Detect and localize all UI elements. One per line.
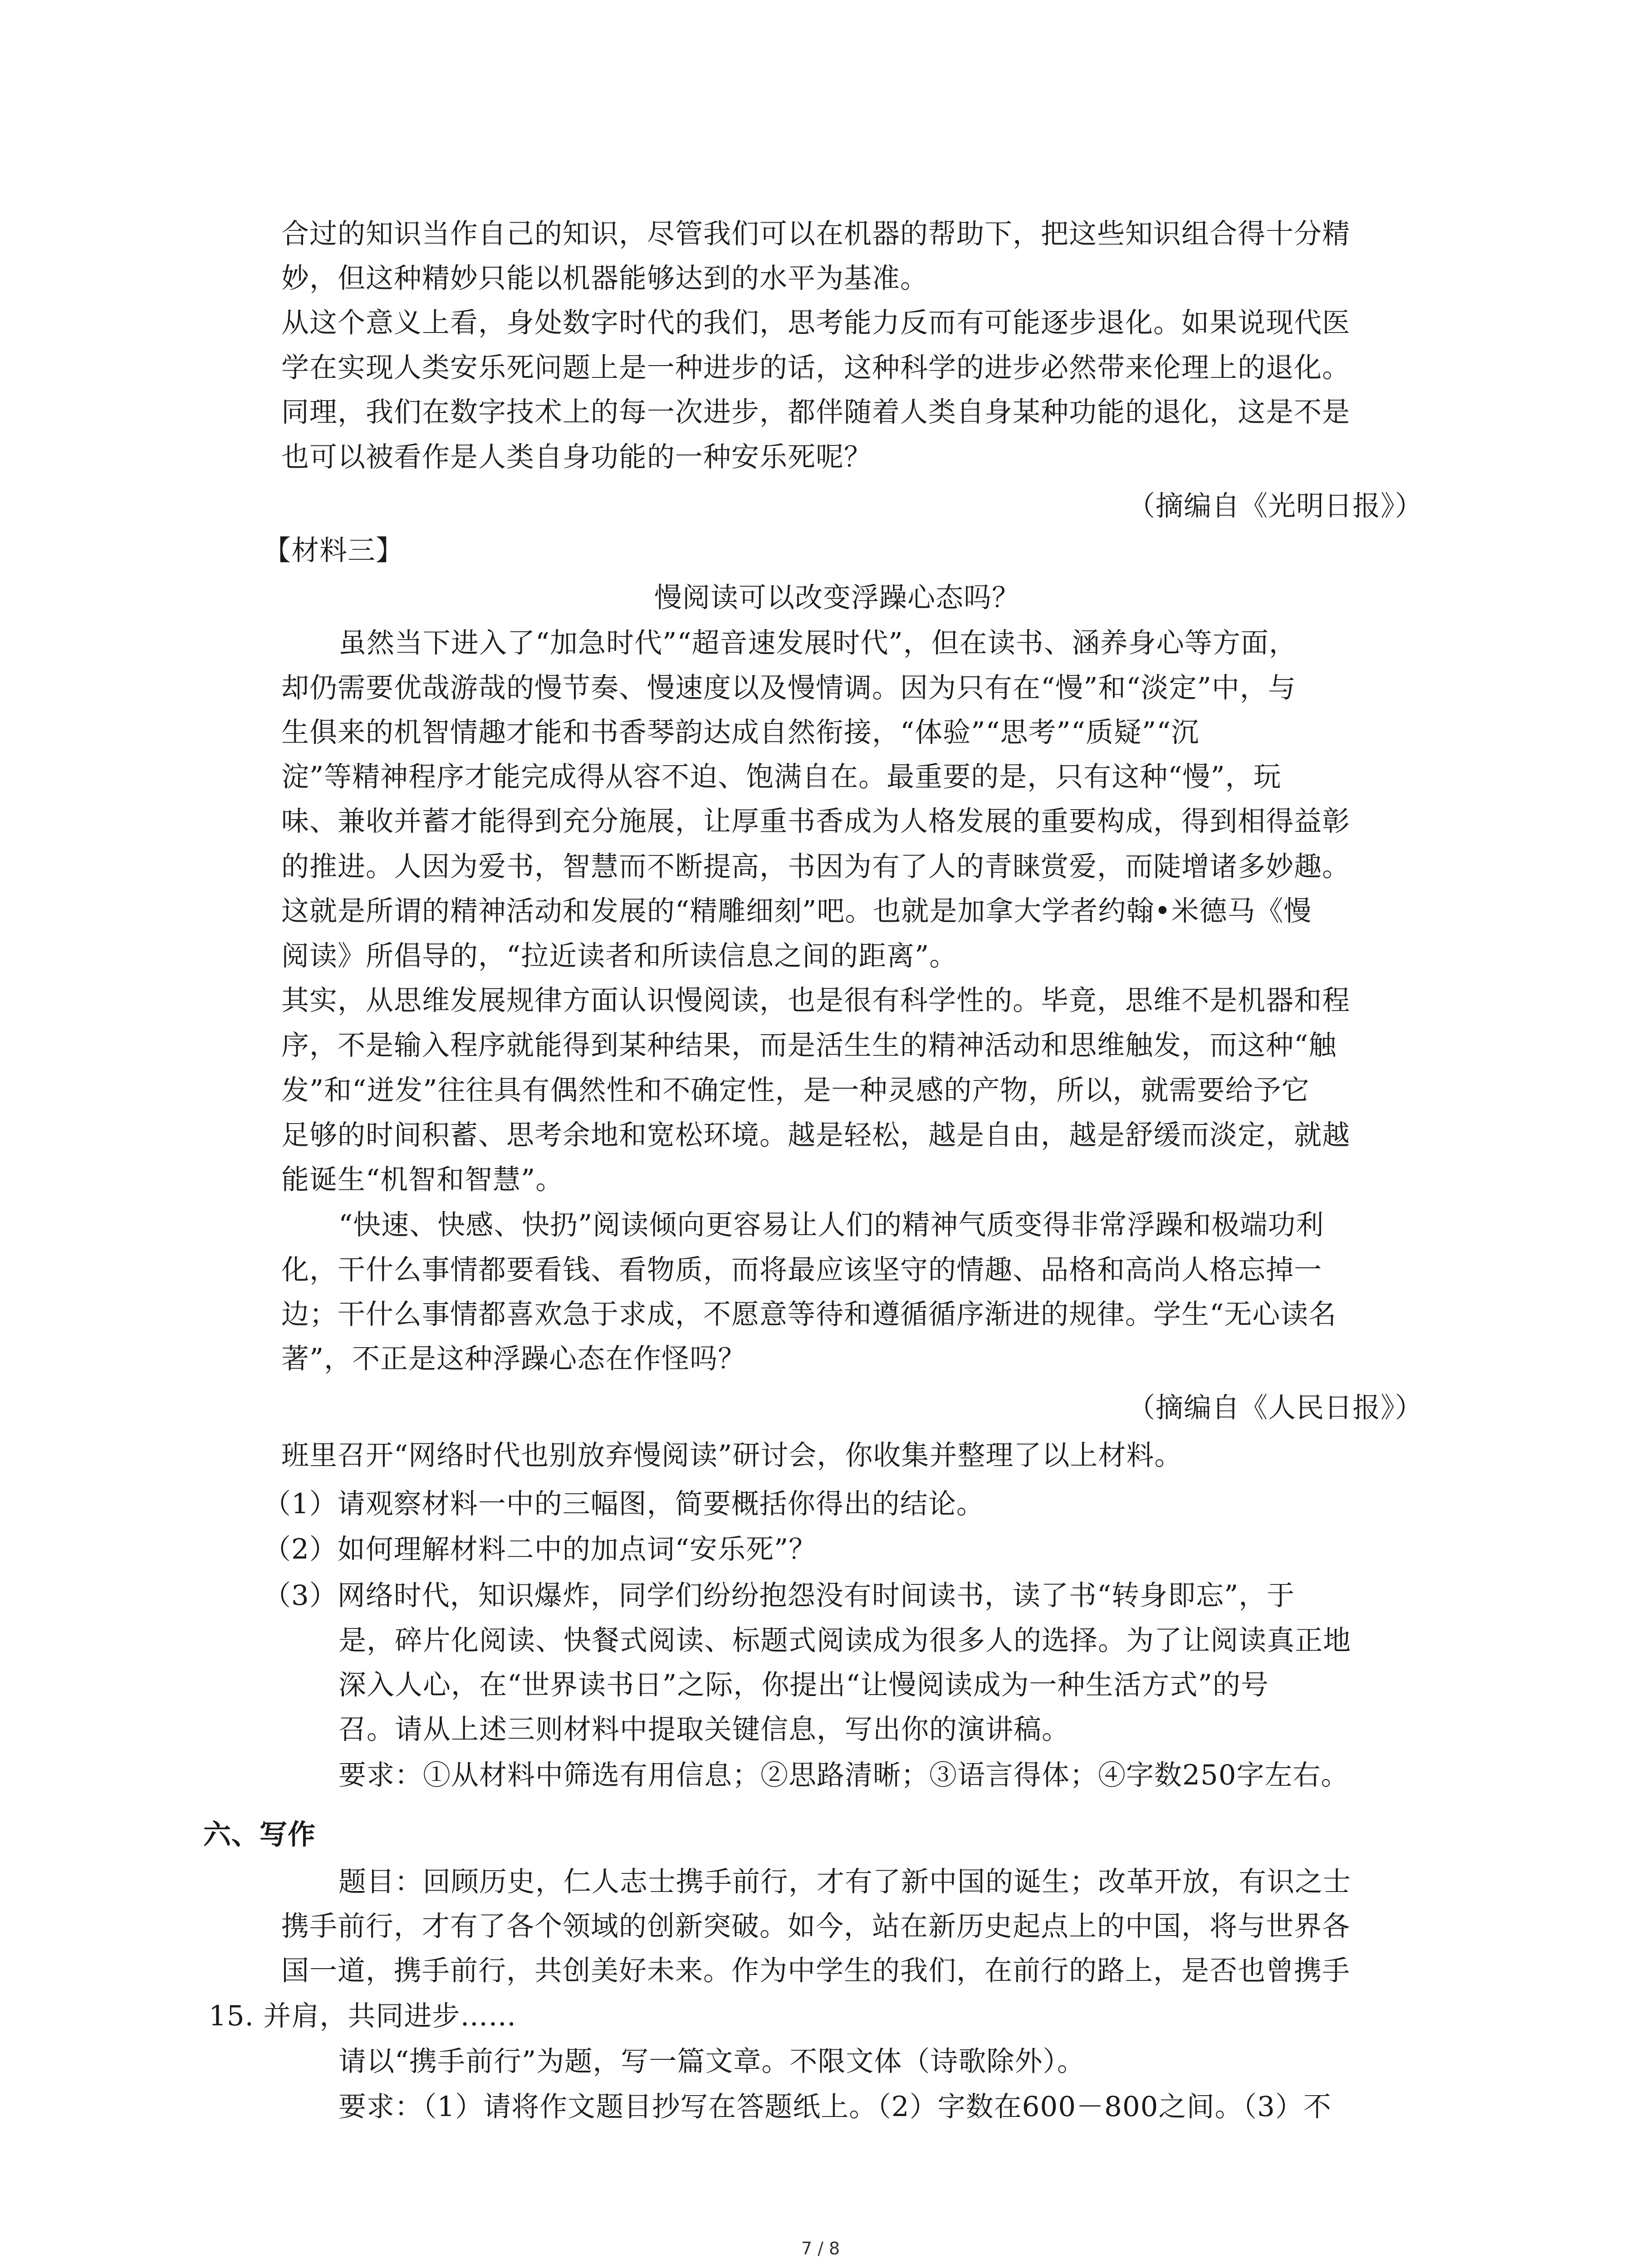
text-line: 能诞生“机智和智慧”。 xyxy=(281,1163,564,1196)
text-line: 请以“携手前行”为题，写一篇文章。不限文体（诗歌除外）。 xyxy=(338,2045,1085,2077)
text-line: 生俱来的机智情趣才能和书香琴韵达成自然衔接，“体验”“思考”“质疑”“沉 xyxy=(281,716,1200,748)
text-line: 学在实现人类安乐死问题上是一种进步的话，这种科学的进步必然带来伦理上的退化。 xyxy=(281,352,1351,384)
text-line: 的推进。人因为爱书，智慧而不断提高，书因为有了人的青睐赏爱，而陡增诸多妙趣。 xyxy=(281,850,1351,883)
text-line: 是，碎片化阅读、快餐式阅读、标题式阅读成为很多人的选择。为了让阅读真正地 xyxy=(338,1624,1352,1657)
text-line: 序，不是输入程序就能得到某种结果，而是活生生的精神活动和思维触发，而这种“触 xyxy=(281,1029,1337,1061)
page-number: 7 / 8 xyxy=(801,2239,840,2258)
text-line: 边；干什么事情都喜欢急于求成，不愿意等待和遵循循序渐进的规律。学生“无心读名 xyxy=(281,1298,1337,1330)
text-line: 足够的时间积蓄、思考余地和宽松环境。越是轻松，越是自由，越是舒缓而淡定，就越 xyxy=(281,1119,1351,1151)
text-line: 妙，但这种精妙只能以机器能够达到的水平为基准。 xyxy=(281,262,929,294)
text-line: 淀”等精神程序才能完成得从容不迫、饱满自在。最重要的是，只有这种“慢”，玩 xyxy=(281,761,1282,793)
text-line: 从这个意义上看，身处数字时代的我们，思考能力反而有可能逐步退化。如果说现代医 xyxy=(281,307,1351,339)
section-heading: 六、写作 xyxy=(203,1818,316,1851)
question-item: （2）如何理解材料二中的加点词“安乐死”？ xyxy=(263,1533,817,1565)
text-line: “快速、快感、快扔”阅读倾向更容易让人们的精神气质变得非常浮躁和极端功利 xyxy=(338,1209,1324,1241)
text-line: 深入人心，在“世界读书日”之际，你提出“让慢阅读成为一种生活方式”的号 xyxy=(338,1669,1269,1701)
section-label: 【材料三】 xyxy=(263,534,404,567)
text-line: 要求：①从材料中筛选有用信息；②思路清晰；③语言得体；④字数250字左右。 xyxy=(338,1759,1349,1791)
text-line: 召。请从上述三则材料中提取关键信息，写出你的演讲稿。 xyxy=(338,1713,1070,1745)
text-line: 阅读》所倡导的，“拉近读者和所读信息之间的距离”。 xyxy=(281,940,958,972)
source-citation: （摘编自《人民日报》） xyxy=(1127,1392,1423,1424)
text-line: 却仍需要优哉游哉的慢节奏、慢速度以及慢情调。因为只有在“慢”和“淡定”中，与 xyxy=(281,672,1296,704)
text-line: 发”和“迸发”往往具有偶然性和不确定性，是一种灵感的产物，所以，就需要给予它 xyxy=(281,1074,1310,1106)
text-line: 要求：（1）请将作文题目抄写在答题纸上。（2）字数在600－800之间。（3）不 xyxy=(338,2091,1332,2123)
text-line: 国一道，携手前行，共创美好未来。作为中学生的我们，在前行的路上，是否也曾携手 xyxy=(281,1955,1351,1987)
article-title: 慢阅读可以改变浮躁心态吗？ xyxy=(654,582,1020,614)
text-line: 也可以被看作是人类自身功能的一种安乐死呢？ xyxy=(281,441,872,473)
text-line: 同理，我们在数字技术上的每一次进步，都伴随着人类自身某种功能的退化，这是不是 xyxy=(281,396,1351,428)
text-line: 携手前行，才有了各个领域的创新突破。如今，站在新历史起点上的中国，将与世界各 xyxy=(281,1910,1351,1942)
text-line: 著”，不正是这种浮躁心态在作怪吗？ xyxy=(281,1343,746,1375)
question-item: （3）网络时代，知识爆炸，同学们纷纷抱怨没有时间读书，读了书“转身即忘”，于 xyxy=(263,1579,1295,1612)
text-line: 味、兼收并蓄才能得到充分施展，让厚重书香成为人格发展的重要构成，得到相得益彰 xyxy=(281,805,1351,837)
text-line: 虽然当下进入了“加急时代”“超音速发展时代”，但在读书、涵养身心等方面， xyxy=(338,627,1297,659)
source-citation: （摘编自《光明日报》） xyxy=(1127,490,1423,522)
question-item: （1）请观察材料一中的三幅图，简要概括你得出的结论。 xyxy=(263,1488,985,1520)
text-line: 其实，从思维发展规律方面认识慢阅读，也是很有科学性的。毕竟，思维不是机器和程 xyxy=(281,984,1351,1017)
text-line: 15. 并肩，共同进步…… xyxy=(209,2000,517,2032)
text-line: 合过的知识当作自己的知识，尽管我们可以在机器的帮助下，把这些知识组合得十分精 xyxy=(281,218,1351,250)
text-line: 化，干什么事情都要看钱、看物质，而将最应该坚守的情趣、品格和高尚人格忘掉一 xyxy=(281,1254,1323,1286)
text-line: 班里召开“网络时代也别放弃慢阅读”研讨会，你收集并整理了以上材料。 xyxy=(281,1439,1183,1471)
text-line: 题目：回顾历史，仁人志士携手前行，才有了新中国的诞生；改革开放，有识之士 xyxy=(338,1866,1352,1898)
text-line: 这就是所谓的精神活动和发展的“精雕细刻”吧。也就是加拿大学者约翰•米德马《慢 xyxy=(281,895,1312,927)
